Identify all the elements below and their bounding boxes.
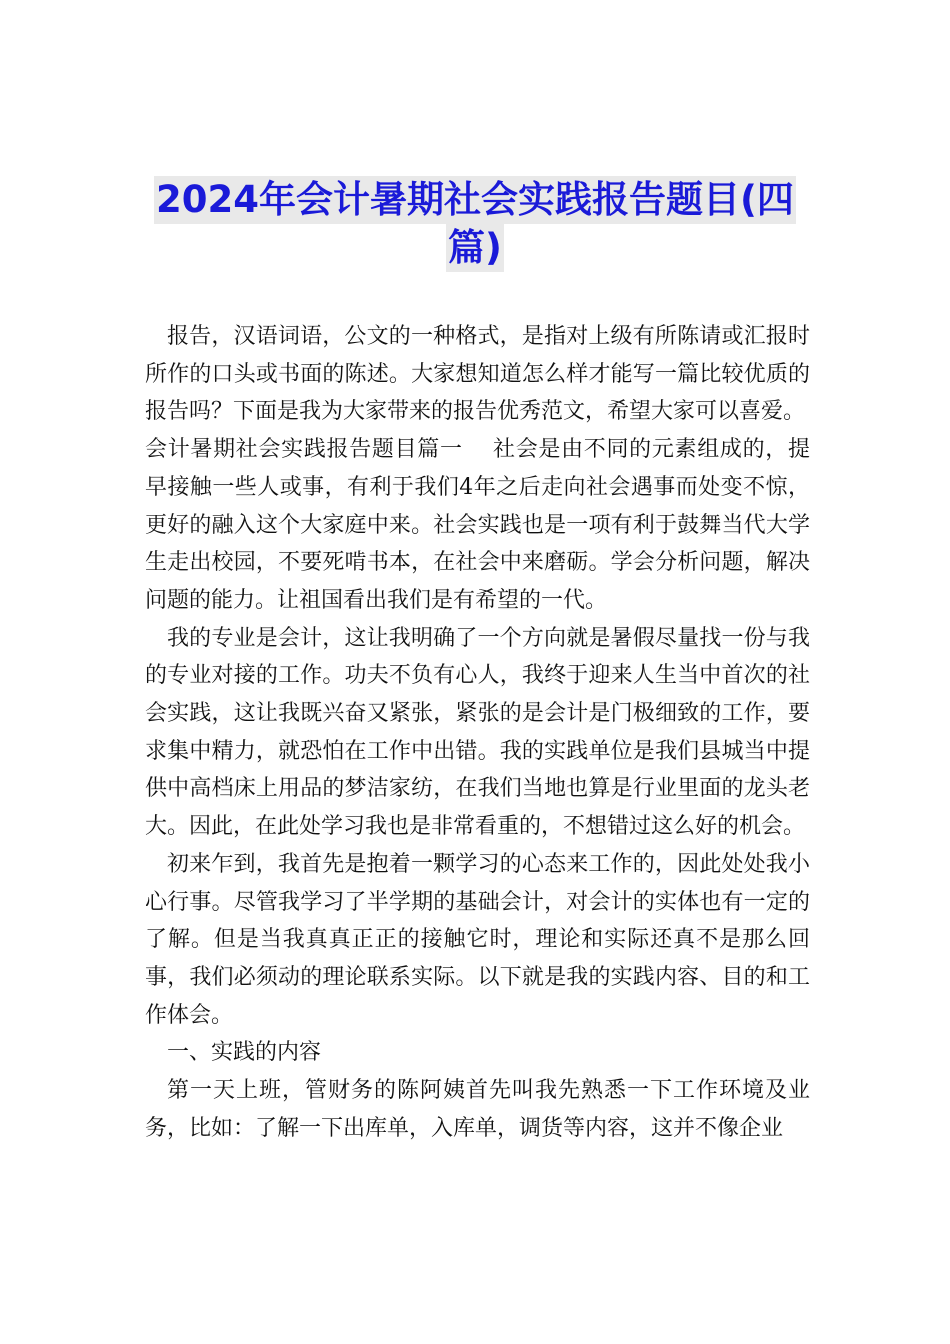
title-line-2: 篇) [446, 224, 504, 272]
paragraph-first-day: 第一天上班，管财务的陈阿姨首先叫我先熟悉一下工作环境及业务，比如：了解一下出库单，入库单，调货等内容，这并不像企业 [145, 1078, 810, 1141]
paragraph-section-one: 会计暑期社会实践报告题目篇一 社会是由不同的元素组成的，提早接触一些人或事，有利于我们4年之后走向社会遇事而处变不惊，更好的融入这个大家庭中来。社会实践也是一项有利于鼓舞当代大学生走出校园，不要死啃书本，在社会中来磨砺。学会分析问题，解决问题的能力。让祖国看出我们是有希望的一代。 [145, 437, 810, 613]
paragraph-major: 我的专业是会计，这让我明确了一个方向就是暑假尽量找一份与我的专业对接的工作。功夫不负有心人，我终于迎来人生当中首次的社会实践，这让我既兴奋又紧张，紧张的是会计是门极细致的工作，要求集中精力，就恐怕在工作中出错。我的实践单位是我们县城当中提供中高档床上用品的梦洁家纺，在我们当地也算是行业里面的龙头老大。因此，在此处学习我也是非常看重的，不想错过这么好的机会。 [145, 625, 810, 840]
paragraph-intro: 报告，汉语词语，公文的一种格式，是指对上级有所陈请或汇报时所作的口头或书面的陈述。大家想知道怎么样才能写一篇比较优质的报告吗？下面是我为大家带来的报告优秀范文，希望大家可以喜爱。 [145, 324, 810, 425]
paragraph-newcomer: 初来乍到，我首先是抱着一颗学习的心态来工作的，因此处处我小心行事。尽管我学习了半学期的基础会计，对会计的实体也有一定的了解。但是当我真真正正的接触它时，理论和实际还真不是那么回事，我们必须动的理论联系实际。以下就是我的实践内容、目的和工作体会。 [145, 851, 810, 1028]
title-line-1: 2024年会计暑期社会实践报告题目(四 [154, 176, 796, 224]
document-body [145, 318, 810, 1147]
section-heading-content: 一、实践的内容 [167, 1040, 322, 1066]
document-title [150, 176, 800, 272]
